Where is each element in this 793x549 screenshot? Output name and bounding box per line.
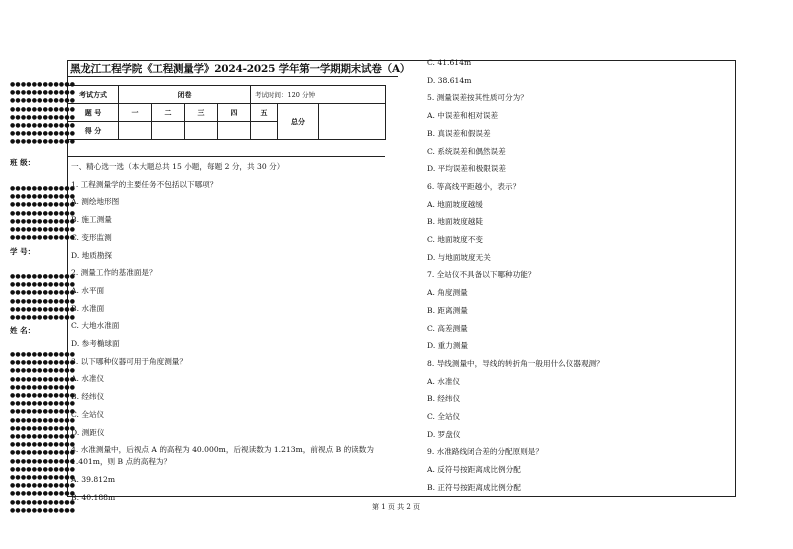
binding-dotted-line: ●●●●●●●●●●●● <box>10 81 76 88</box>
answer-option: D. 测距仪 <box>71 427 105 437</box>
answer-option: D. 重力测量 <box>427 341 469 351</box>
binding-dotted-line: ●●●●●●●●●●●● <box>10 217 76 225</box>
question-text: 6. 等高线平距越小，表示？ <box>427 181 521 191</box>
answer-option: A. 反符号按距离成比例分配 <box>427 465 521 475</box>
question-no-3: 三 <box>185 104 218 122</box>
answer-option: D. 38.614m <box>427 75 472 85</box>
answer-option: A. 测绘地形图 <box>71 197 120 207</box>
binding-dotted-line: ●●●●●●●●●●●● <box>10 113 76 121</box>
binding-dotted-line: ●●●●●●●●●●●● <box>10 408 76 416</box>
answer-option: D. 参考椭球面 <box>71 339 120 349</box>
answer-option: C. 大地水准面 <box>71 321 120 331</box>
question-text: 4. 水准测量中，后视点 A 的高程为 40.000m，后视读数为 1.213m，前视点 B 的读数为 1.401m，则 B 点的高程为？ <box>71 445 374 467</box>
right-column <box>427 54 727 497</box>
binding-dotted-line: ●●●●●●●●●●●● <box>10 105 76 113</box>
answer-option: C. 系统误差和偶然误差 <box>427 146 506 156</box>
binding-dotted-line: ●●●●●●●●●●●● <box>10 416 76 424</box>
answer-option: A. 39.812m <box>71 475 116 485</box>
score-cell-5[interactable] <box>251 122 278 140</box>
binding-dotted-line: ●●●●●●●●●●●● <box>10 273 76 280</box>
binding-dotted-line: ●●●●●●●●●●●● <box>10 383 76 391</box>
answer-option: A. 水准仪 <box>427 376 461 386</box>
score-cell-3[interactable] <box>185 122 218 140</box>
answer-option: B. 真误差和假误差 <box>427 128 491 138</box>
answer-option: C. 全站仪 <box>427 412 461 422</box>
question-text: 1. 工程测量学的主要任务不包括以下哪项？ <box>71 179 218 189</box>
binding-dotted-line: ●●●●●●●●●●●● <box>10 498 76 506</box>
binding-dotted-line: ●●●●●●●●●●●● <box>10 433 76 440</box>
student-id-label: 学 号： <box>10 247 36 256</box>
score-cell-2[interactable] <box>152 122 185 140</box>
answer-option: C. 变形监测 <box>71 232 112 242</box>
question-text: 5. 测量误差按其性质可分为？ <box>427 93 528 103</box>
page-number: 第 1 页 共 2 页 <box>372 503 421 511</box>
binding-dotted-line: ●●●●●●●●●●●● <box>10 97 76 105</box>
binding-dotted-line: ●●●●●●●●●●●● <box>10 89 76 97</box>
question-text: 7. 全站仪不具备以下哪种功能？ <box>427 270 536 280</box>
binding-dotted-line: ●●●●●●●●●●●● <box>10 359 76 367</box>
binding-dotted-line: ●●●●●●●●●●●● <box>10 474 76 481</box>
question-no-4: 四 <box>218 104 251 122</box>
answer-option: C. 高差测量 <box>427 323 468 333</box>
question-text: 8. 导线测量中，导线的转折角一般用什么仪器观测？ <box>427 358 604 368</box>
question-text: 9. 水准路线闭合差的分配原则是？ <box>427 447 543 457</box>
exam-mode-value: 闭卷 <box>119 86 251 104</box>
score-label: 得 分 <box>68 122 119 140</box>
answer-option: B. 水准面 <box>71 303 105 313</box>
binding-dotted-line: ●●●●●●●●●●●● <box>10 482 76 490</box>
binding-dotted-line: ●●●●●●●●●●●● <box>10 441 76 449</box>
section-divider <box>67 156 385 157</box>
answer-option: D. 平均误差和极限误差 <box>427 164 506 174</box>
binding-dotted-line: ●●●●●●●●●●●● <box>10 138 76 146</box>
binding-dotted-line: ●●●●●●●●●●●● <box>10 375 76 383</box>
binding-dotted-line: ●●●●●●●●●●●● <box>10 506 76 514</box>
left-column <box>71 158 401 507</box>
binding-dotted-line: ●●●●●●●●●●●● <box>10 457 76 465</box>
class-label: 班 级： <box>10 158 36 167</box>
binding-dotted-line: ●●●●●●●●●●●● <box>10 289 76 297</box>
answer-option: B. 施工测量 <box>71 215 112 225</box>
exam-mode-label: 考试方式 <box>68 86 119 104</box>
binding-dotted-line: ●●●●●●●●●●●● <box>10 201 76 209</box>
answer-option: C. 41.614m <box>427 58 472 67</box>
answer-option: A. 水平面 <box>71 285 105 295</box>
binding-dotted-line: ●●●●●●●●●●●● <box>10 305 76 313</box>
score-cell-4[interactable] <box>218 122 251 140</box>
binding-dotted-line: ●●●●●●●●●●●● <box>10 367 76 375</box>
binding-dotted-line: ●●●●●●●●●●●● <box>10 297 76 305</box>
binding-dotted-line: ●●●●●●●●●●●● <box>10 185 76 192</box>
binding-dotted-line: ●●●●●●●●●●●● <box>10 209 76 217</box>
answer-option: C. 全站仪 <box>71 409 105 419</box>
answer-option: B. 正符号按距离成比例分配 <box>427 482 521 492</box>
question-no-1: 一 <box>119 104 152 122</box>
binding-dotted-line: ●●●●●●●●●●●● <box>10 449 76 457</box>
exam-time: 考试时间：120 分钟 <box>251 86 386 104</box>
exam-title: 黑龙江工程学院《工程测量学》2024-2025 学年第一学期期末试卷（A） <box>70 63 411 75</box>
binding-dotted-line: ●●●●●●●●●●●● <box>10 193 76 201</box>
binding-dotted-line: ●●●●●●●●●●●● <box>10 465 76 473</box>
answer-option: D. 与地面坡度无关 <box>427 252 491 262</box>
answer-option: C. 地面坡度不变 <box>427 235 483 245</box>
question-text: 一、精心选一选（本大题总共 15 小题，每题 2 分，共 30 分） <box>71 162 285 171</box>
answer-option: D. 罗盘仪 <box>427 429 461 439</box>
answer-option: B. 经纬仪 <box>427 394 461 404</box>
binding-dotted-line: ●●●●●●●●●●●● <box>10 130 76 138</box>
answer-option: A. 水准仪 <box>71 374 105 384</box>
question-text: 2. 测量工作的基准面是？ <box>71 268 157 278</box>
answer-option: A. 角度测量 <box>427 288 468 298</box>
binding-dotted-line: ●●●●●●●●●●●● <box>10 400 76 408</box>
binding-dotted-line: ●●●●●●●●●●●● <box>10 234 76 242</box>
total-label: 总分 <box>278 104 319 140</box>
binding-dotted-line: ●●●●●●●●●●●● <box>10 351 76 358</box>
question-no-2: 二 <box>152 104 185 122</box>
answer-option: B. 40.188m <box>71 492 116 502</box>
question-text: 3. 以下哪种仪器可用于角度测量？ <box>71 356 187 366</box>
binding-dotted-line: ●●●●●●●●●●●● <box>10 490 76 498</box>
answer-option: A. 中误差和相对误差 <box>427 111 499 121</box>
name-label: 姓 名： <box>10 326 36 335</box>
binding-dotted-line: ●●●●●●●●●●●● <box>10 392 76 399</box>
question-no-label: 题 号 <box>68 104 119 122</box>
title-divider <box>67 76 398 77</box>
total-score-cell[interactable] <box>319 104 386 140</box>
answer-option: A. 地面坡度越缓 <box>427 199 483 209</box>
answer-option: B. 距离测量 <box>427 305 468 315</box>
binding-dotted-line: ●●●●●●●●●●●● <box>10 122 76 129</box>
binding-dotted-line: ●●●●●●●●●●●● <box>10 424 76 432</box>
answer-option: D. 地质勘探 <box>71 250 113 260</box>
answer-option: B. 经纬仪 <box>71 392 105 402</box>
question-no-5: 五 <box>251 104 278 122</box>
score-table <box>67 85 386 140</box>
score-cell-1[interactable] <box>119 122 152 140</box>
binding-dotted-line: ●●●●●●●●●●●● <box>10 281 76 289</box>
answer-option: B. 地面坡度越陡 <box>427 217 483 227</box>
binding-dotted-line: ●●●●●●●●●●●● <box>10 314 76 321</box>
binding-dotted-line: ●●●●●●●●●●●● <box>10 226 76 233</box>
